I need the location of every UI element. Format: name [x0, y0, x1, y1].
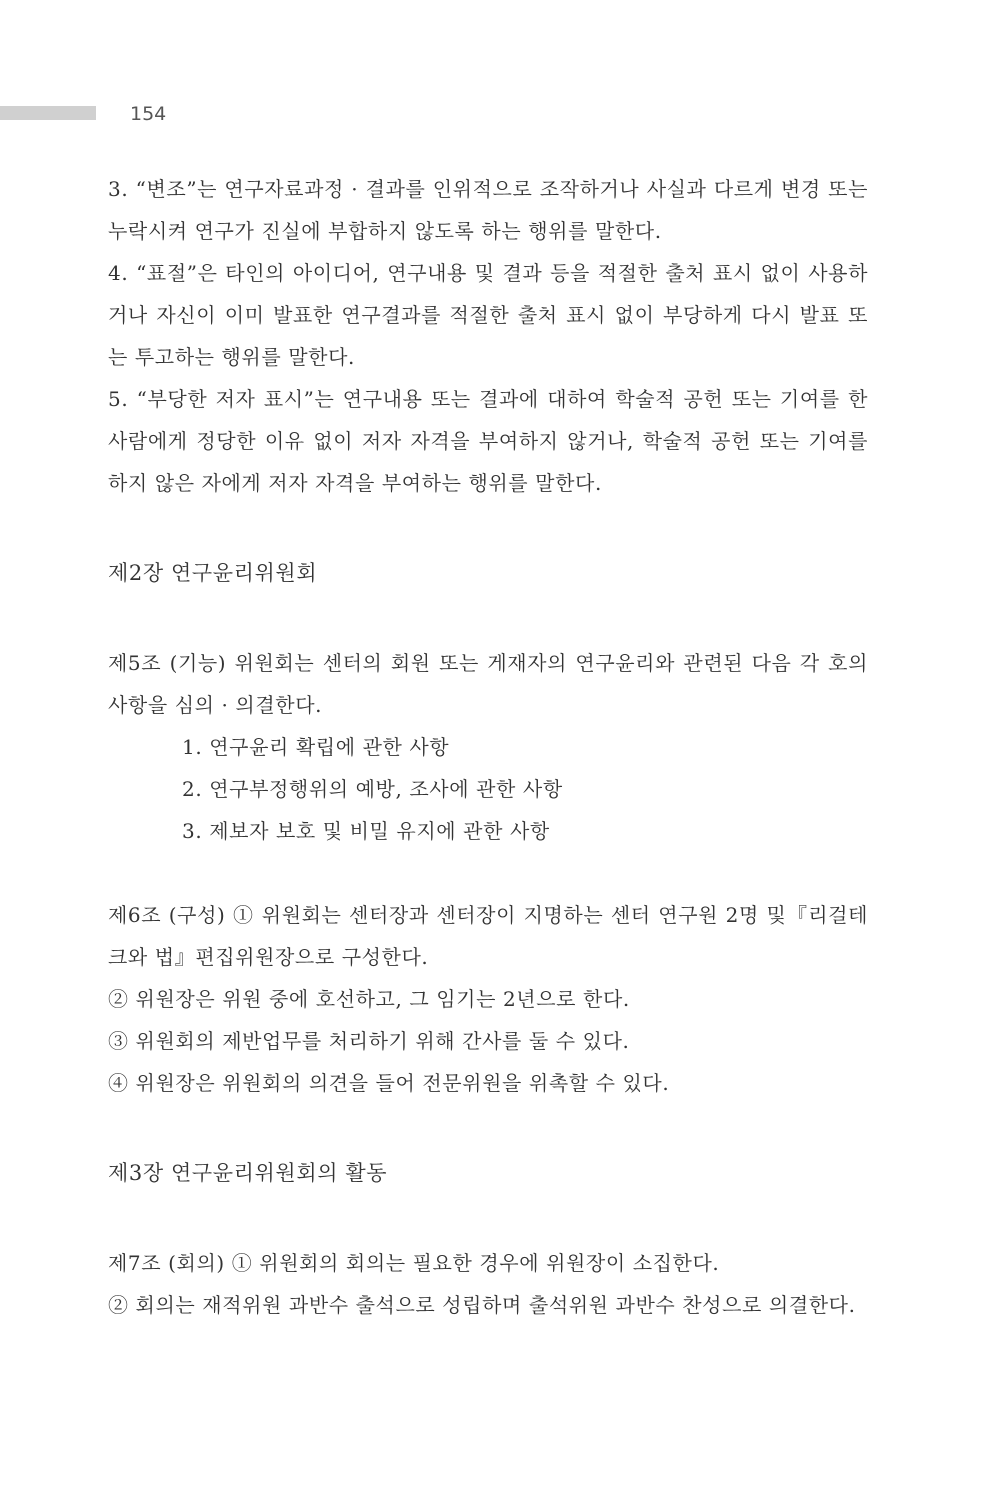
article-7-clause-2: ② 회의는 재적위원 과반수 출석으로 성립하며 출석위원 과반수 찬성으로 의결한다.: [108, 1293, 856, 1317]
article-5-items: [108, 726, 868, 852]
definition-3: 3. “변조”는 연구자료과정 · 결과를 인위적으로 조작하거나 사실과 다르게 변경 또는 누락시켜 연구가 진실에 부합하지 않도록 하는 행위를 말한다.: [108, 177, 868, 243]
article-6-clause-4: ④ 위원장은 위원회의 의견을 들어 전문위원을 위촉할 수 있다.: [108, 1071, 670, 1095]
page-content: [108, 168, 868, 1326]
chapter-2-title: 제2장 연구윤리위원회: [108, 561, 318, 585]
article-5: 제5조 (기능) 위원회는 센터의 회원 또는 게재자의 연구윤리와 관련된 다음 각 호의 사항을 심의 · 의결한다.: [108, 651, 868, 717]
definition-4: 4. “표절”은 타인의 아이디어, 연구내용 및 결과 등을 적절한 출처 표시 없이 사용하거나 자신이 이미 발표한 연구결과를 적절한 출처 표시 없이 부당하게 다시 발표 또는 투고하는 행위를 말한다.: [108, 261, 868, 369]
page-number: 154: [130, 103, 167, 125]
header-bar: [0, 106, 96, 120]
article-5-item-2: 2. 연구부정행위의 예방, 조사에 관한 사항: [182, 777, 563, 801]
article-7: 제7조 (회의) ① 위원회의 회의는 필요한 경우에 위원장이 소집한다.: [108, 1251, 720, 1275]
article-6-clause-3: ③ 위원회의 제반업무를 처리하기 위해 간사를 둘 수 있다.: [108, 1029, 630, 1053]
article-5-item-3: 3. 제보자 보호 및 비밀 유지에 관한 사항: [182, 819, 550, 843]
article-6-clause-2: ② 위원장은 위원 중에 호선하고, 그 임기는 2년으로 한다.: [108, 987, 630, 1011]
definition-5: 5. “부당한 저자 표시”는 연구내용 또는 결과에 대하여 학술적 공헌 또는 기여를 한 사람에게 정당한 이유 없이 저자 자격을 부여하지 않거나, 학술적 공헌 또는 기여를 하지 않은 자에게 저자 자격을 부여하는 행위를 말한다.: [108, 387, 868, 495]
article-6: 제6조 (구성) ① 위원회는 센터장과 센터장이 지명하는 센터 연구원 2명 및『리걸테크와 법』편집위원장으로 구성한다.: [108, 903, 868, 969]
chapter-3-title: 제3장 연구윤리위원회의 활동: [108, 1161, 388, 1185]
article-5-item-1: 1. 연구윤리 확립에 관한 사항: [182, 735, 450, 759]
